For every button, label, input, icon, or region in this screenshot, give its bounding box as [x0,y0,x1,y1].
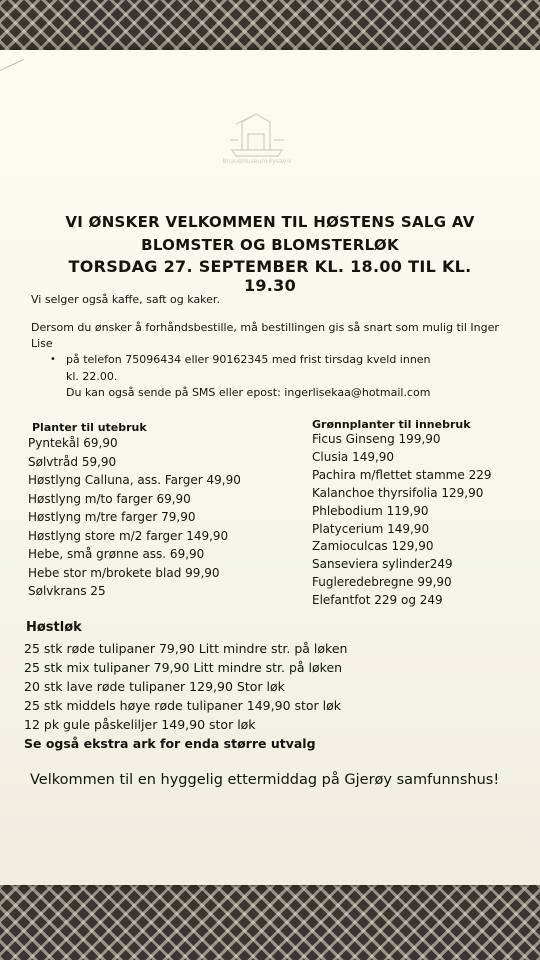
museum-logo [222,110,292,172]
outdoor-heading: Planter til utebruk [32,421,147,434]
list-item: Høstlyng Calluna, ass. Farger 49,90 [28,473,241,487]
indoor-heading: Grønnplanter til innebruk [312,418,471,431]
welcome-footer: Velkommen til en hyggelig ettermiddag på Gjerøy samfunnshus! [30,772,500,788]
email-text: Du kan også sende på SMS eller epost: ingerlisekaa@hotmail.com [66,386,431,399]
coffee-text: Vi selger også kaffe, saft og kaker. [31,293,220,306]
list-item: 12 pk gule påskeliljer 149,90 stor løk [24,717,256,732]
list-item: Sølvkrans 25 [28,584,106,598]
deadline-text: kl. 22.00. [66,370,118,383]
list-item: Ficus Ginseng 199,90 [312,432,441,446]
list-item: 25 stk mix tulipaner 79,90 Litt mindre str. på løken [24,660,343,675]
headline-date: TORSDAG 27. SEPTEMBER KL. 18.00 TIL KL. 19.30 [68,257,472,295]
headline-line-2: BLOMSTER OG BLOMSTERLØK [141,236,399,254]
phone-text: på telefon 75096434 eller 90162345 med frist tirsdag kveld innen [66,353,431,366]
list-item: Fugleredebregne 99,90 [312,575,452,590]
bullet-dot: • [50,354,56,365]
list-item: Hebe, små grønne ass. 69,90 [28,547,205,561]
list-item: Pyntekål 69,90 [28,436,118,450]
bulbs-list [24,639,347,753]
notice-paper [0,50,540,885]
list-item: Høstlyng store m/2 farger 149,90 [28,528,229,543]
list-item: Platycerium 149,90 [312,521,430,536]
bulbs-note: Se også ekstra ark for enda større utvalg [24,736,316,751]
list-item: Høstlyng m/tre farger 79,90 [28,510,196,524]
list-item: Høstlyng m/to farger 69,90 [28,491,191,506]
preorder-text-1: Dersom du ønsker å forhåndsbestille, må bestillingen gis så snart som mulig til Inger [31,321,499,334]
list-item: Phlebodium 119,90 [312,503,429,518]
indoor-list [312,431,491,610]
boat-house-icon [222,110,292,158]
list-item: 20 stk lave røde tulipaner 129,90 Stor løk [24,679,285,694]
list-item: Zamioculcas 129,90 [312,539,434,554]
list-item: 25 stk røde tulipaner 79,90 Litt mindre str. på løken [24,641,348,656]
headline-line-1: VI ØNSKER VELKOMMEN TIL HØSTENS SALG AV [65,213,475,231]
list-item: Hebe stor m/brokete blad 99,90 [28,565,220,580]
list-item: Pachira m/flettet stamme 229 [312,467,492,482]
list-item: Elefantfot 229 og 249 [312,593,443,608]
list-item: 25 stk middels høye røde tulipaner 149,90 stor løk [24,698,342,713]
logo-text: Bnausmuseum kysaviv [222,158,292,165]
list-item: Clusia 149,90 [312,449,395,464]
preorder-text-2: Lise [31,337,53,350]
outdoor-list [28,434,241,601]
list-item: Kalanchoe thyrsifolia 129,90 [312,485,484,500]
list-item: Sanseviera sylinder249 [312,557,453,572]
list-item: Sølvtråd 59,90 [28,454,117,469]
bulbs-heading: Høstløk [26,620,82,635]
